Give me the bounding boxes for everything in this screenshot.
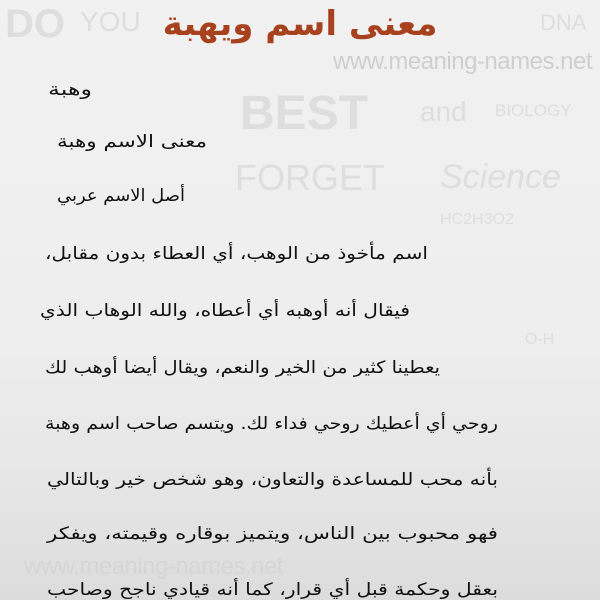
- body-line: روحي أي أعطيك روحي فداء لك. ويتسم صاحب اسم وهبة: [45, 414, 498, 434]
- doodle-formula: HC2H3O2: [440, 211, 514, 228]
- doodle-forget: FORGET: [235, 157, 385, 198]
- body-line: فيقال أنه أوهبه أي أعطاه، والله الوهاب الذي: [40, 301, 411, 321]
- body-line: فهو محبوب بين الناس، ويتميز بوقاره وقيمته، ويفكر: [47, 524, 498, 544]
- origin-line: أصل الاسم عربي: [57, 186, 185, 206]
- doodle-you: YOU: [80, 6, 141, 37]
- body-line: بأنه محب للمساعدة والتعاون، وهو شخص خير وبالتالي: [47, 470, 499, 490]
- page-title: معنى اسم ويهبة: [162, 4, 438, 44]
- body-line: بعقل وحكمة قبل أي قرار، كما أنه قيادي ناجح وصاحب: [47, 580, 498, 600]
- doodle-oh: O-H: [525, 331, 555, 348]
- watermark-bottom: www.meaning-names.net: [24, 553, 283, 580]
- name-line: وهبة: [48, 80, 92, 100]
- watermark-top: www.meaning-names.net: [333, 48, 592, 75]
- doodle-best: BEST: [240, 87, 369, 140]
- doodle-science: Science: [440, 158, 561, 196]
- doodle-dna: DNA: [540, 10, 587, 35]
- doodle-biology: BIOLOGY: [495, 101, 572, 120]
- doodle-and: and: [420, 96, 467, 127]
- meaning-heading: معنى الاسم وهبة: [57, 132, 207, 152]
- body-line: يعطينا كثير من الخير والنعم، ويقال أيضا أوهب لك: [45, 358, 440, 378]
- doodle-do: DO: [5, 2, 65, 46]
- body-line: اسم مأخوذ من الوهب، أي العطاء بدون مقابل،: [45, 244, 428, 264]
